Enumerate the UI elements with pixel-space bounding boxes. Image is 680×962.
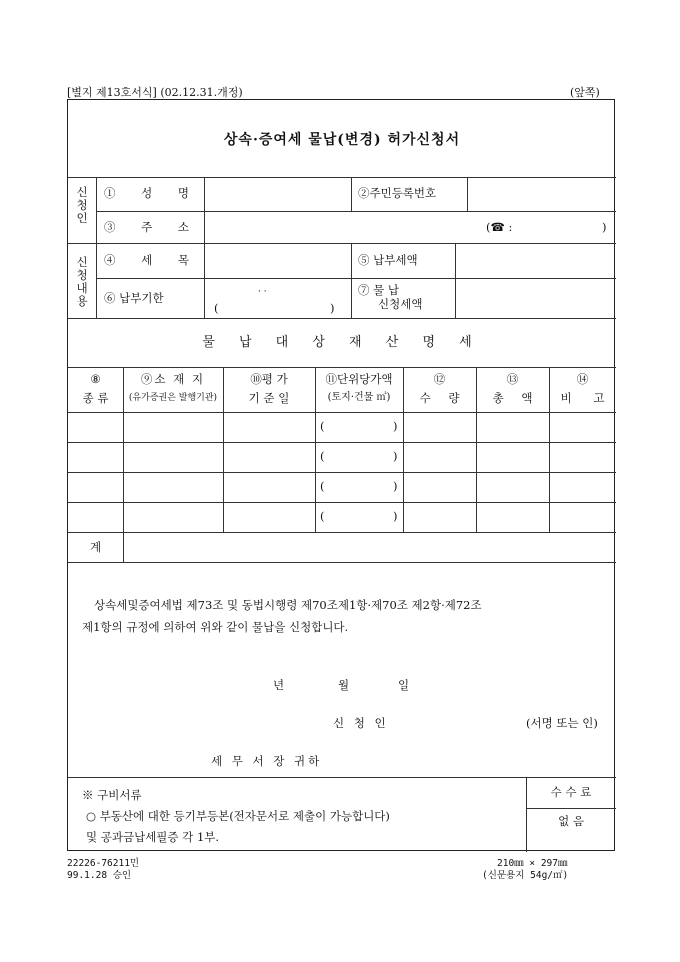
date-year: 년 bbox=[273, 678, 285, 692]
name-label: ① 성 명 bbox=[104, 186, 190, 200]
fee-value: 없 음 bbox=[558, 814, 584, 828]
addressee: 세 무 서 장 귀하 bbox=[211, 754, 323, 768]
date-month: 월 bbox=[338, 678, 350, 692]
applicant-section-label: 신 청 인 bbox=[76, 185, 88, 225]
due-date-close: ) bbox=[330, 301, 335, 315]
due-date-label: ⑥ 납부기한 bbox=[104, 291, 164, 305]
signer-sign: (서명 또는 인) bbox=[526, 716, 598, 730]
form-title: 상속·증여세 물납(변경) 허가신청서 bbox=[223, 132, 461, 148]
documents-header: ※ 구비서류 bbox=[82, 788, 142, 802]
footer-code: 22226-76211민 bbox=[67, 858, 140, 869]
row-3-paren-open: ( bbox=[320, 479, 325, 493]
tax-item-label: ④ 세 목 bbox=[104, 253, 190, 267]
signer-label: 신 청 인 bbox=[333, 716, 389, 730]
form-id: [별지 제13호서식] (02.12.31.개정) bbox=[67, 86, 243, 99]
col-type-label: 종 류 bbox=[82, 391, 109, 405]
col-location-label: ⑨소 재 지 bbox=[140, 372, 206, 386]
rrn-label: ②주민등록번호 bbox=[358, 186, 437, 200]
col-qty-label: 수 량 bbox=[419, 391, 460, 405]
statement-line-1: 상속세및증여세법 제73조 및 동법시행령 제70조제1항·제70조 제2항·제72조 bbox=[94, 598, 482, 612]
page-side: (앞쪽) bbox=[570, 86, 600, 99]
col-qty-num: ⑫ bbox=[433, 372, 446, 386]
in-kind-label-2: 신청세액 bbox=[378, 297, 423, 311]
form-frame bbox=[67, 99, 615, 851]
phone-label: (☎ : bbox=[486, 220, 513, 234]
row-3-paren-close: ) bbox=[393, 479, 398, 493]
address-label: ③ 주 소 bbox=[104, 220, 190, 234]
col-total-label: 총 액 bbox=[492, 391, 533, 405]
row-4-paren-close: ) bbox=[393, 509, 398, 523]
total-label: 계 bbox=[90, 540, 102, 554]
asset-section-title: 물 납 대 상 재 산 명 세 bbox=[202, 335, 482, 350]
statement-line-2: 제1항의 규정에 의하여 위와 같이 물납을 신청합니다. bbox=[82, 620, 349, 634]
footer-paper: (신문용지 54g/㎡) bbox=[482, 870, 569, 881]
fee-label: 수 수 료 bbox=[550, 785, 592, 799]
row-2-paren-open: ( bbox=[320, 449, 325, 463]
col-location-sub: (유가증권은 발행기관) bbox=[128, 393, 218, 403]
col-total-num: ⑬ bbox=[506, 372, 519, 386]
request-section-label: 신 청 내 용 bbox=[76, 255, 88, 308]
col-remarks-label: 비 고 bbox=[560, 391, 605, 405]
phone-close: ) bbox=[602, 220, 607, 234]
row-2-paren-close: ) bbox=[393, 449, 398, 463]
documents-item-1: ○ 부동산에 대한 등기부등본(전자문서로 제출이 가능합니다) bbox=[86, 809, 390, 823]
footer-size: 210㎜ × 297㎜ bbox=[497, 858, 568, 869]
row-1-paren-close: ) bbox=[393, 419, 398, 433]
col-unit-price-sub: (토지·건물 ㎡) bbox=[327, 392, 391, 403]
row-4-paren-open: ( bbox=[320, 509, 325, 523]
due-date-dots: · · bbox=[258, 287, 267, 297]
footer-approval: 99.1.28 승인 bbox=[67, 870, 132, 881]
col-eval-label: ⑩평 가 bbox=[250, 372, 288, 386]
pay-amount-label: ⑤ 납부세액 bbox=[358, 253, 418, 267]
due-date-open: ( bbox=[214, 301, 219, 315]
col-remarks-num: ⑭ bbox=[576, 372, 589, 386]
row-1-paren-open: ( bbox=[320, 419, 325, 433]
in-kind-label-1: ⑦ 물 납 bbox=[358, 283, 400, 297]
col-type-num: ⑧ bbox=[90, 372, 101, 386]
date-day: 일 bbox=[398, 678, 410, 692]
col-eval-sub: 기 준 일 bbox=[248, 391, 290, 405]
col-unit-price-label: ⑪단위당가액 bbox=[325, 372, 393, 386]
documents-item-2: 및 공과금납세필증 각 1부. bbox=[86, 830, 220, 844]
